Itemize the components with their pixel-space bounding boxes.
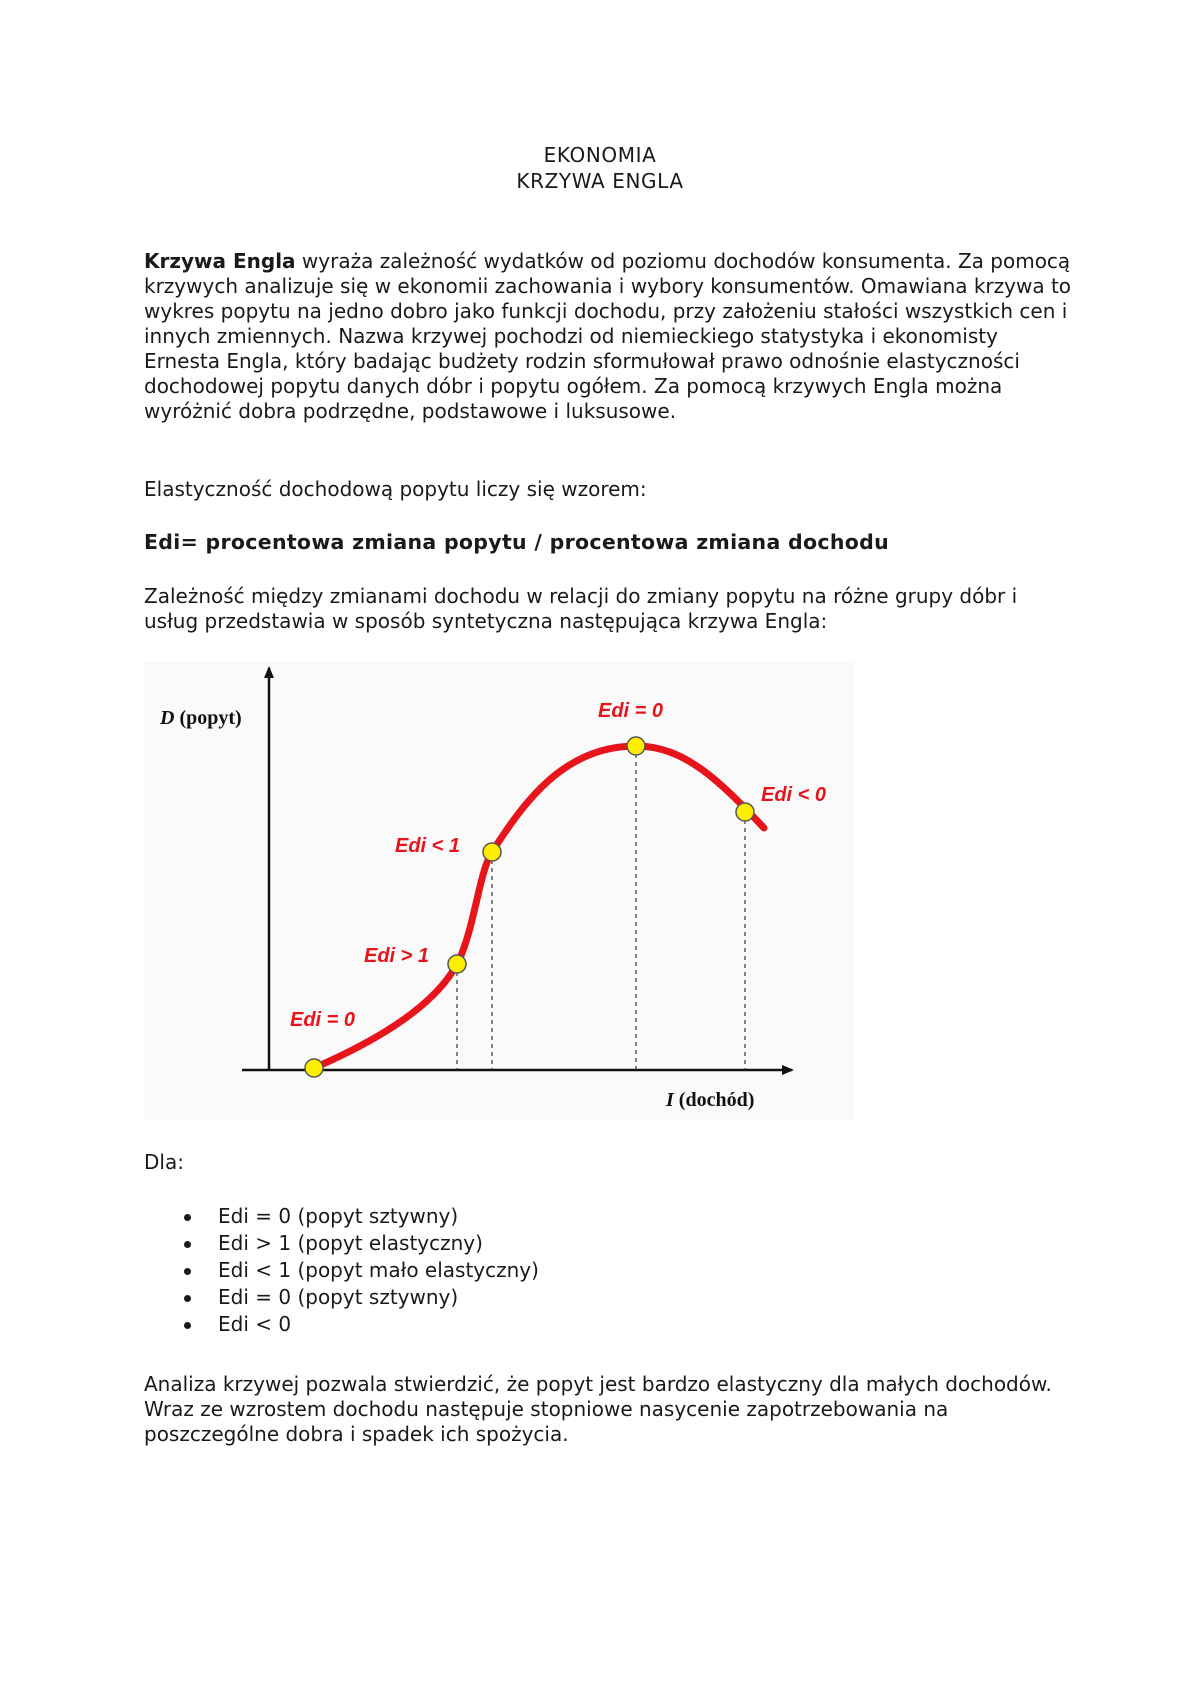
list-item: Edi = 0 (popyt sztywny) [144, 1203, 1044, 1230]
y-axis-label: D (popyt) [160, 707, 242, 729]
curve-point [627, 737, 645, 755]
elasticity-list [144, 1203, 1044, 1338]
conclusion-paragraph: Analiza krzywej pozwala stwierdzić, że popyt jest bardzo elastyczny dla małych dochodów. Wraz ze wzrostem dochodu następuje stopniowe nasycenie zapotrzebowania na poszczególne dobra i spadek ich spożycia. [144, 1372, 1052, 1446]
curve-point [736, 803, 754, 821]
x-axis-label: I (dochód) [666, 1089, 755, 1111]
list-item: Edi = 0 (popyt sztywny) [144, 1284, 1044, 1311]
point-label: Edi < 1 [395, 835, 461, 857]
dla-label: Dla: [144, 1150, 184, 1174]
formula-intro-paragraph: Elastyczność dochodową popytu liczy się wzorem: [144, 477, 647, 501]
point-label: Edi = 0 [290, 1009, 356, 1031]
topic-heading: KRZYWA ENGLA [516, 169, 684, 193]
relation-paragraph: Zależność między zmianami dochodu w relacji do zmiany popytu na różne grupy dóbr i usług przedstawia w sposób syntetyczna następująca krzywa Engla: [144, 584, 1018, 633]
elasticity-formula: Edi= procentowa zmiana popytu / procentowa zmiana dochodu [144, 530, 889, 554]
point-label: Edi > 1 [364, 945, 430, 967]
list-item: Edi > 1 (popyt elastyczny) [144, 1230, 1044, 1257]
engel-curve-svg [144, 662, 854, 1120]
curve-point [448, 955, 466, 973]
engel-curve [314, 746, 764, 1068]
intro-term: Krzywa Engla [144, 249, 296, 273]
point-label: Edi < 0 [761, 784, 827, 806]
curve-point [483, 843, 501, 861]
list-item: Edi < 1 (popyt mało elastyczny) [144, 1257, 1044, 1284]
intro-text: wyraża zależność wydatków od poziomu dochodów konsumenta. Za pomocą krzywych analizuje się w ekonomii zachowania i wybory konsumentów. Omawiana krzywa to wykres popytu na jedno dobro jako funkcji dochodu, przy założeniu stałości wszystkich cen i innych zmiennych. Nazwa krzywej pochodzi od niemieckiego statystyka i ekonomisty Ernesta Engla, który badając budżety rodzin sformułował prawo odnośnie elastyczności dochodowej popytu danych dóbr i popytu ogółem. Za pomocą krzywych Engla można wyróżnić dobra podrzędne, podstawowe i luksusowe. [144, 249, 1072, 423]
document-title [0, 142, 1200, 194]
intro-paragraph [144, 249, 1074, 424]
curve-point [305, 1059, 323, 1077]
point-label: Edi = 0 [598, 700, 664, 722]
engel-curve-figure [144, 662, 854, 1120]
list-item: Edi < 0 [144, 1311, 1044, 1338]
subject-heading: EKONOMIA [543, 143, 657, 167]
